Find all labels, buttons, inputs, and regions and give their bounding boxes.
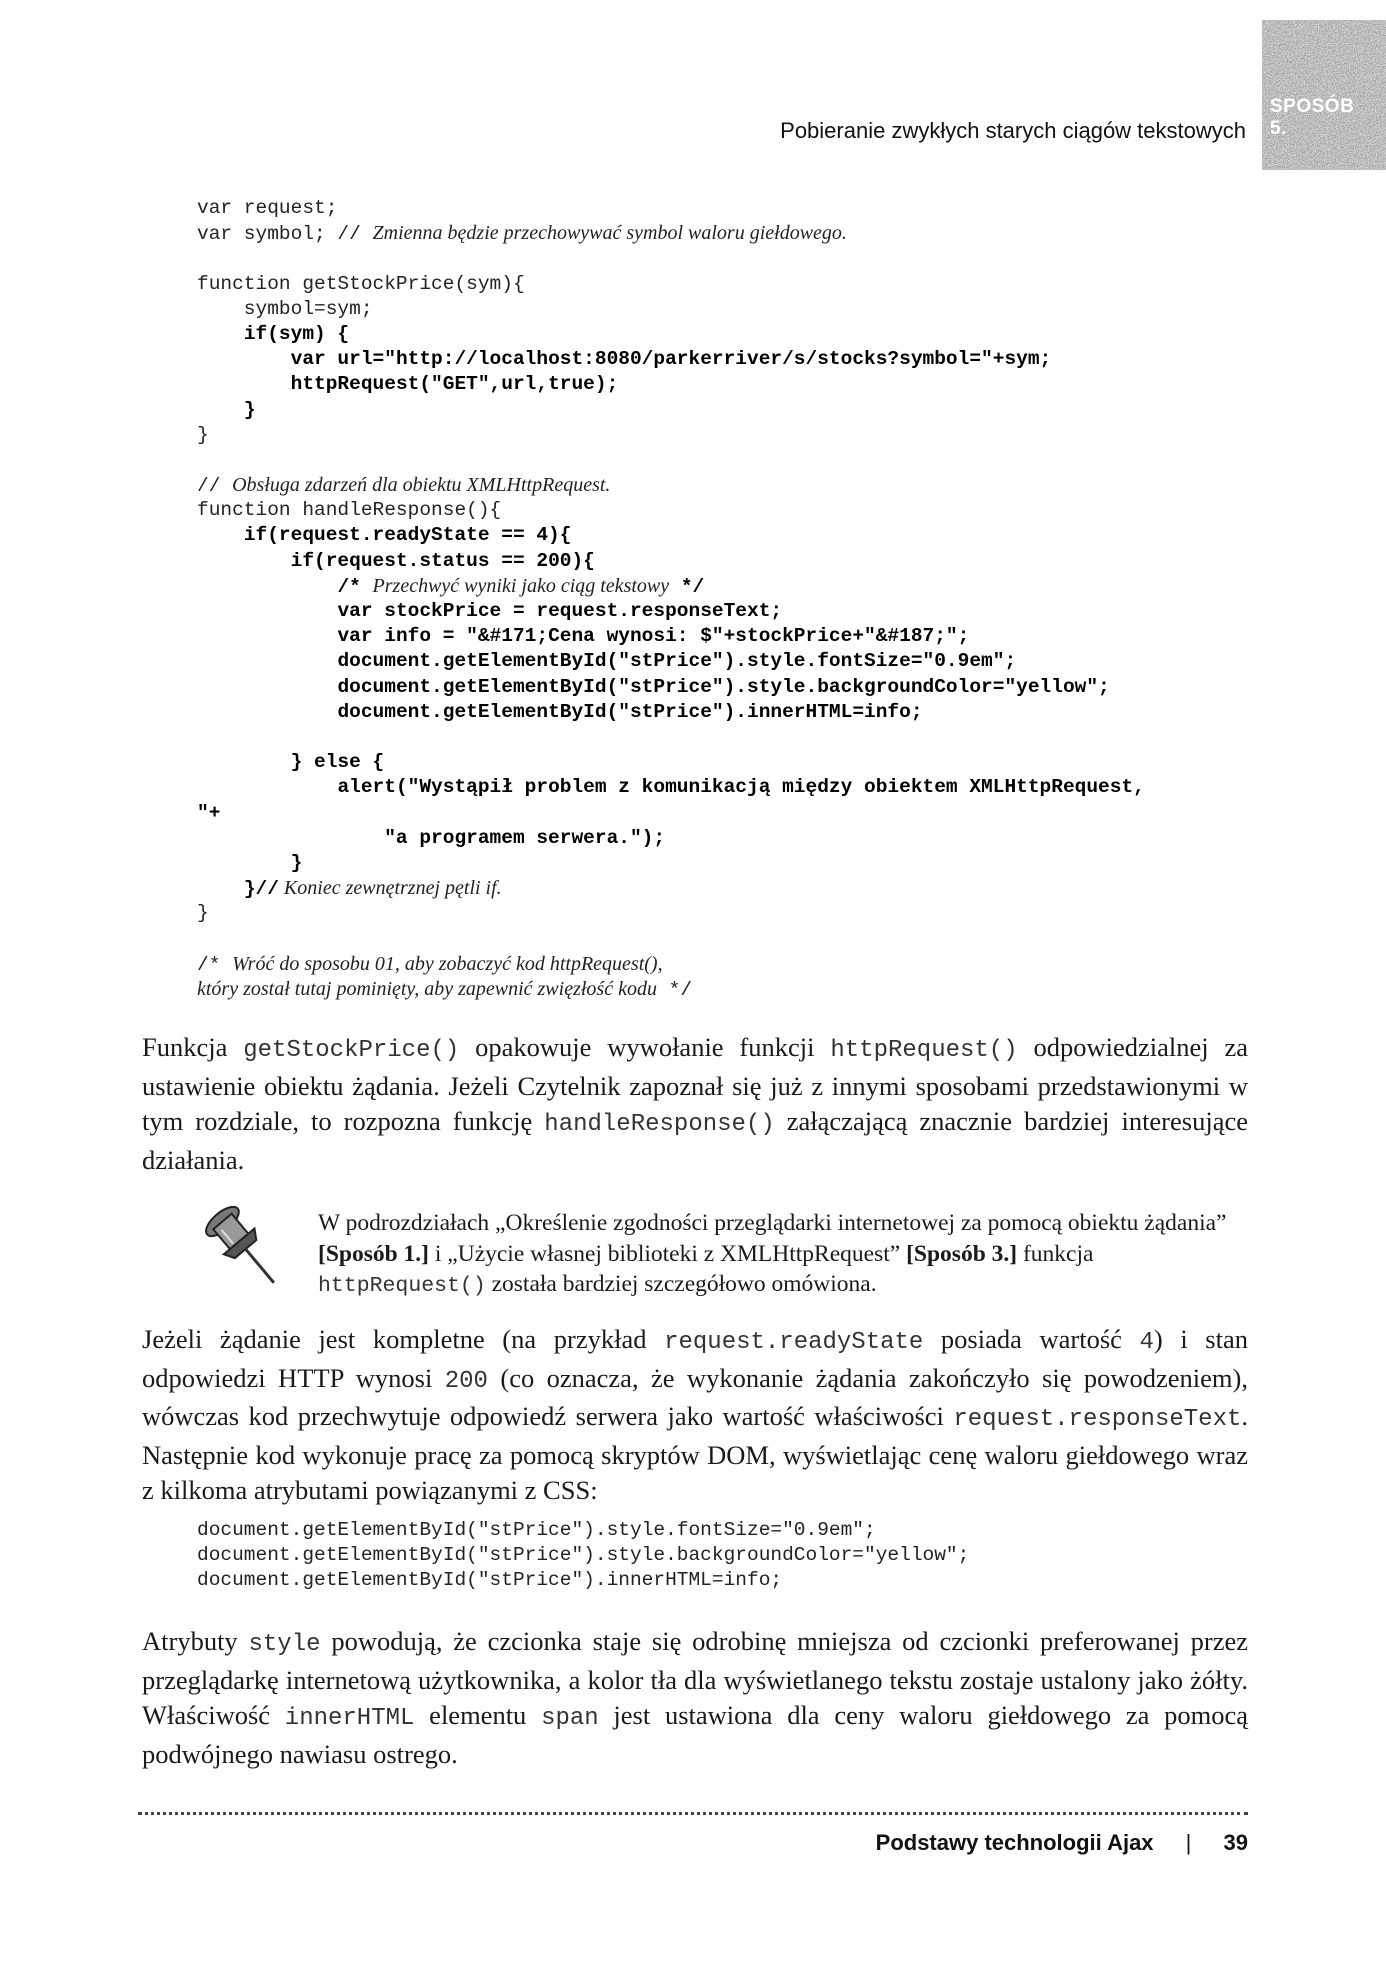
code-segment: } <box>243 398 256 421</box>
footer-separator: | <box>1185 1830 1192 1855</box>
code-listing-small <box>197 1518 969 1594</box>
code-segment: if(sym) { <box>243 322 350 345</box>
code-segment: var request; <box>197 197 338 219</box>
code-line <box>197 624 1145 649</box>
text-run: elementu <box>414 1700 542 1730</box>
code-segment: var url="http://localhost:8080/parkerriver/s/stocks?symbol="+sym; <box>290 348 1052 371</box>
code-line <box>197 574 1145 599</box>
code-line <box>197 926 1145 951</box>
code-segment: if(request.readyState == 4){ <box>243 524 572 547</box>
code-segment: symbol=sym; <box>197 297 373 320</box>
inline-code: 200 <box>444 1367 488 1395</box>
page-number: 39 <box>1223 1830 1248 1855</box>
code-segment <box>197 600 337 622</box>
text-run: posiada wartość <box>923 1324 1140 1354</box>
text-run: została bardziej szczegółowo omówiona. <box>485 1271 877 1297</box>
text-run: (co oznacza, że wykonanie żądania zakończyło się powodzeniem), wówczas kod przechwytuje odpowiedź serwera jako wartość właściwości <box>142 1362 1248 1431</box>
footer <box>876 1830 1248 1856</box>
text-run: Funkcja <box>142 1032 244 1062</box>
code-line <box>197 851 1145 876</box>
text-run: W podrozdziałach „Określenie zgodności przeglądarki internetowej za pomocą obiektu żądania” <box>318 1210 1227 1236</box>
code-segment: */ <box>656 978 693 1001</box>
inline-code: handleResponse() <box>544 1111 775 1138</box>
code-segment: alert("Wystąpił problem z komunikacją między obiektem XMLHttpRequest, <box>337 776 1145 799</box>
code-segment: if(request.status == 200){ <box>290 549 595 572</box>
code-segment <box>197 550 291 572</box>
code-segment: } else { <box>290 751 385 774</box>
code-segment: } <box>197 423 209 446</box>
code-line <box>197 700 1145 725</box>
code-segment <box>197 878 244 900</box>
code-segment: */ <box>669 575 705 598</box>
text-run: i „Użycie własnej biblioteki z XMLHttpRequest” <box>429 1240 907 1267</box>
code-segment <box>197 676 337 698</box>
inline-code: 4 <box>1139 1329 1154 1356</box>
code-segment: var symbol; // <box>197 223 373 246</box>
text-run: . Następnie kod wykonuje pracę za pomocą skryptów DOM, wyświetlając cenę waloru giełdowego wraz z kilkoma atrybutami powiązanymi z CSS: <box>142 1401 1248 1505</box>
code-segment <box>197 650 337 672</box>
code-comment: Wróć do sposobu 01, aby zobaczyć kod httpRequest(), <box>232 952 663 975</box>
body-paragraph-3 <box>142 1624 1248 1772</box>
code-line <box>197 347 1145 372</box>
code-segment <box>197 373 291 395</box>
code-segment <box>197 399 244 421</box>
code-segment: var info = "&#171;Cena wynosi: $"+stockPrice+"&#187;"; <box>337 625 970 648</box>
footer-book-title: Podstawy technologii Ajax <box>875 1830 1154 1855</box>
code-segment <box>197 852 291 874</box>
inline-code: httpRequest() <box>318 1274 486 1298</box>
code-segment: var stockPrice = request.responseText; <box>337 600 783 622</box>
code-line <box>197 498 1145 523</box>
code-line <box>197 523 1145 548</box>
inline-code: httpRequest() <box>830 1037 1018 1064</box>
code-segment <box>197 348 291 370</box>
code-line <box>197 221 1145 246</box>
inline-code: request.responseText <box>953 1406 1242 1433</box>
code-line <box>197 876 1145 901</box>
code-line <box>197 675 1145 700</box>
text-run: załączającą znacznie bardziej interesujące działania. <box>142 1106 1248 1175</box>
code-line <box>197 952 1145 977</box>
code-line <box>197 196 1145 221</box>
body-paragraph-2 <box>142 1322 1248 1509</box>
inline-code: request.readyState <box>664 1329 924 1356</box>
code-line <box>197 826 1145 851</box>
text-run: funkcja <box>1017 1240 1094 1267</box>
text-run: odpowiedzialnej za ustawienie obiektu żądania. Jeżeli Czytelnik zapoznał się już z innymi sposobami przedstawionymi w tym rozdziale, to rozpozna funkcję <box>142 1032 1248 1136</box>
code-line <box>197 750 1145 775</box>
running-header-title: Pobieranie zwykłych starych ciągów tekstowych <box>780 118 1246 143</box>
code-line <box>197 246 1145 271</box>
code-segment <box>197 323 244 345</box>
text-run: jest ustawiona dla ceny waloru giełdowego za pomocą podwójnego nawiasu ostrego. <box>142 1700 1248 1769</box>
code-line <box>197 272 1145 297</box>
code-segment <box>197 625 337 647</box>
code-line: document.getElementById("stPrice").style.backgroundColor="yellow"; <box>197 1544 970 1567</box>
code-line <box>197 398 1145 423</box>
inline-code: style <box>248 1631 321 1658</box>
code-line: document.getElementById("stPrice").style.fontSize="0.9em"; <box>197 1519 876 1541</box>
code-listing-main <box>197 196 1145 1002</box>
pushpin-icon <box>193 1196 293 1296</box>
code-comment: Przechwyć wyniki jako ciąg tekstowy <box>372 574 670 597</box>
code-line <box>197 322 1145 347</box>
code-segment: "a programem serwera."); <box>384 826 666 849</box>
code-line <box>197 473 1145 498</box>
code-segment: "+ <box>197 801 221 824</box>
code-segment: document.getElementById("stPrice").style.backgroundColor="yellow"; <box>337 675 1110 698</box>
code-comment: Koniec zewnętrznej pętli if. <box>278 877 502 900</box>
inline-code: innerHTML <box>284 1705 415 1732</box>
code-line <box>197 801 1145 826</box>
code-segment: /* <box>337 575 373 598</box>
text-run: opakowuje wywołanie funkcji <box>459 1032 831 1062</box>
code-segment: httpRequest("GET",url,true); <box>290 373 619 396</box>
code-line <box>197 423 1145 448</box>
bold-reference: [Sposób 3.] <box>906 1240 1018 1267</box>
code-segment: }// <box>243 878 279 901</box>
body-paragraph-1 <box>142 1030 1248 1178</box>
code-segment: } <box>197 902 209 925</box>
chapter-tab-texture <box>1262 20 1386 170</box>
code-line <box>197 549 1145 574</box>
code-segment: document.getElementById("stPrice").style.fontSize="0.9em"; <box>337 650 1017 673</box>
code-segment <box>197 776 337 798</box>
note-text <box>318 1208 1248 1302</box>
code-segment: function handleResponse(){ <box>197 499 502 522</box>
code-line <box>197 448 1145 473</box>
code-segment <box>197 827 384 849</box>
tab-label-text: SPOSÓB <box>1270 96 1355 117</box>
text-run: powodują, że czcionka staje się odrobinę mniejsza od czcionki preferowanej przez przeglądarkę internetową użytkownika, a kolor tła dla wyświetlanego tekstu zostaje ustalony jako żółty. Właściwość <box>142 1626 1248 1730</box>
code-line <box>197 649 1145 674</box>
code-line <box>197 901 1145 926</box>
inline-code: span <box>541 1705 599 1732</box>
code-line: document.getElementById("stPrice").innerHTML=info; <box>197 1569 783 1592</box>
code-line <box>197 725 1145 750</box>
tab-number: 5. <box>1270 118 1287 139</box>
bold-reference: [Sposób 1.] <box>318 1240 430 1267</box>
code-segment <box>197 751 291 773</box>
code-line <box>197 775 1145 800</box>
code-segment: // <box>197 475 233 498</box>
code-segment <box>197 576 337 598</box>
inline-code: getStockPrice() <box>243 1037 460 1064</box>
code-segment <box>197 701 337 723</box>
text-run: Jeżeli żądanie jest kompletne (na przykład <box>142 1324 665 1354</box>
code-segment: function getStockPrice(sym){ <box>197 272 525 295</box>
code-line <box>197 599 1145 624</box>
chapter-tab-label <box>1270 96 1354 140</box>
code-segment: } <box>290 851 303 874</box>
code-line <box>197 372 1145 397</box>
code-segment: /* <box>197 953 233 976</box>
code-segment <box>197 524 244 546</box>
code-line <box>197 297 1145 322</box>
code-line <box>197 977 1145 1002</box>
code-segment: document.getElementById("stPrice").innerHTML=info; <box>337 700 923 723</box>
code-comment: Zmienna będzie przechowywać symbol waloru giełdowego. <box>372 222 847 245</box>
code-comment: Obsługa zdarzeń dla obiektu XMLHttpRequest. <box>232 474 611 497</box>
footer-rule <box>138 1812 1248 1815</box>
code-comment: który został tutaj pominięty, aby zapewnić zwięzłość kodu <box>197 977 657 1000</box>
text-run: Atrybuty <box>142 1626 249 1656</box>
text-run: ) i stan odpowiedzi HTTP wynosi <box>142 1324 1248 1393</box>
